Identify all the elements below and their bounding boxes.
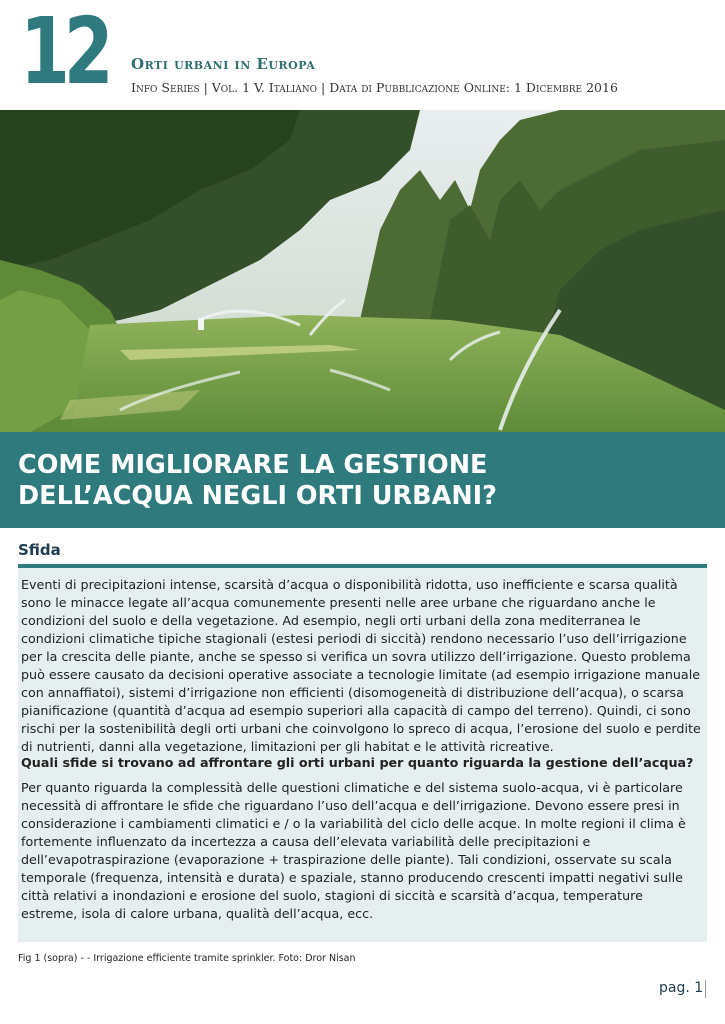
issue-number: 12 [20, 0, 108, 105]
content-box [18, 568, 707, 942]
sprinkler-photo [0, 110, 725, 432]
sprinkler-photo-illustration [0, 110, 725, 432]
figure-caption: Fig 1 (sopra) - - Irrigazione efficiente tramite sprinkler. Foto: Dror Nisan [18, 953, 356, 964]
title-banner [0, 432, 725, 528]
page-number: pag. 1 [659, 980, 704, 996]
page-number-divider [705, 980, 706, 998]
series-title: Orti urbani in Europa [131, 55, 316, 73]
main-title [18, 450, 708, 512]
question-heading: Quali sfide si trovano ad affrontare gli orti urbani per quanto riguarda la gestione dell’acqua? [21, 755, 694, 770]
series-info: Info Series | Vol. 1 V. Italiano | Data di Pubblicazione Online: 1 Dicembre 2016 [131, 80, 618, 95]
main-title-line-1: COME MIGLIORARE LA GESTIONE [18, 450, 488, 480]
paragraph-challenges: Eventi di precipitazioni intense, scarsità d’acqua o disponibilità ridotta, uso inefficiente e scarsa qualità sono le minacce legate all’acqua comunemente presenti nelle aree urbane che riguardano anche le condizioni del suolo e della vegetazione. Ad esempio, negli orti urbani della zona mediterranea le condizioni climatiche tipiche stagionali (estesi periodi di siccità) rendono necessario l’uso dell’irrigazione per la crescita delle piante, anche se spesso si verifica un sovra utilizzo dell’irrigazione. Questo problema può essere causato da decisioni operative associate a tecnologie limitate (ad esempio irrigazione manuale con annaffiatoi), sistemi d’irrigazione non efficienti (disomogeneità di distribuzione dell’acqua), o scarsa pianificazione (quantità d’acqua ad esempio superiori alla capacità di campo del terreno). Quindi, ci sono rischi per la sostenibilità degli orti urbani che coinvolgono lo spreco di acqua, l’erosione del suolo e perdite di nutrienti, danni alla vegetazione, limitazioni per gli habitat e le attività ricreative. [21, 577, 701, 754]
paragraph-climate: Per quanto riguarda la complessità delle questioni climatiche e del sistema suolo-acqua, vi è particolare necessità di affrontare le sfide che riguardano l’uso dell’acqua e dell’irrigazione. Devono essere presi in considerazione i cambiamenti climatici e / o la variabilità del ciclo delle acque. In molte regioni il clima è fortemente influenzato da incertezza a causa dell’elevata variabilità delle precipitazioni e dell’evapotraspirazione (evaporazione + traspirazione delle piante). Tali condizioni, osservate su scala temporale (frequenza, intensità e durata) e spaziale, stanno producendo crescenti impatti negativi sulle città relativi a inondazioni e erosione del suolo, stagioni di siccità e scarsità d’acqua, temperature estreme, isola di calore urbana, qualità dell’acqua, ecc. [21, 780, 686, 921]
main-title-line-2: DELL’ACQUA NEGLI ORTI URBANI? [18, 481, 497, 511]
section-heading: Sfida [18, 541, 61, 559]
